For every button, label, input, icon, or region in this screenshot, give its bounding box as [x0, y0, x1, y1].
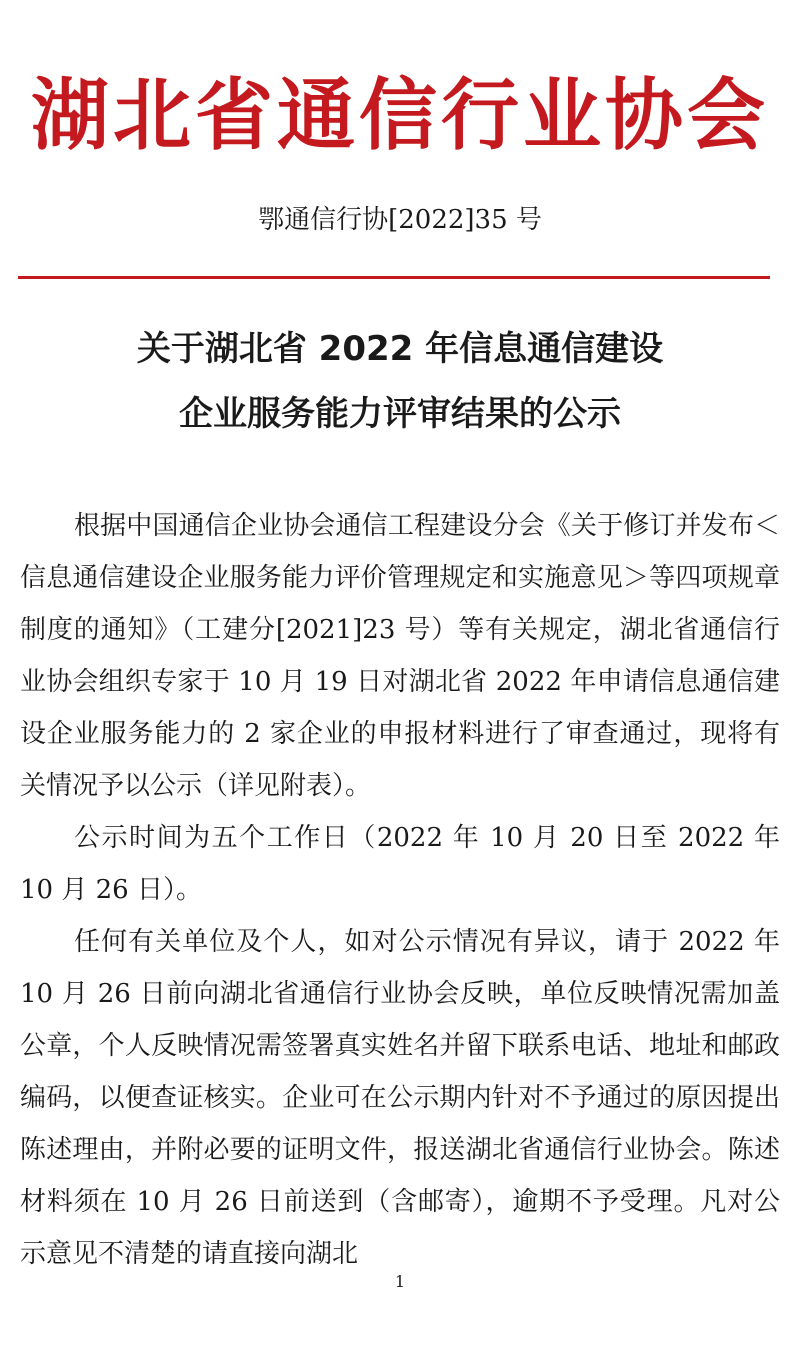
org-masthead: 湖北省通信行业协会: [30, 71, 769, 161]
notice-title-line-2: 企业服务能力评审结果的公示: [179, 394, 621, 434]
document-number: 鄂通信行协[2022]35 号: [258, 205, 542, 235]
notice-title-line-1: 关于湖北省 2022 年信息通信建设: [136, 329, 664, 369]
red-divider: [18, 276, 770, 279]
paragraph-period: 公示时间为五个工作日（2022 年 10 月 20 日至 2022 年 10 月 26 日）。: [20, 823, 780, 905]
page-number: 1: [394, 1272, 406, 1291]
paragraph-basis: 根据中国通信企业协会通信工程建设分会《关于修订并发布＜信息通信建设企业服务能力评价管理规定和实施意见＞等四项规章制度的通知》（工建分[2021]23 号）等有关规定，湖北省通信行业协会组织专家于 10 月 19 日对湖北省 2022 年申请信息通信建设企业服务能力的 2 家企业的申报材料进行了审查通过，现将有关情况予以公示（详见附表）。: [20, 511, 780, 801]
notice-body: [20, 500, 780, 1280]
paragraph-objection: 任何有关单位及个人，如对公示情况有异议，请于 2022 年 10 月 26 日前向湖北省通信行业协会反映，单位反映情况需加盖公章，个人反映情况需签署真实姓名并留下联系电话、地址和邮政编码，以便查证核实。企业可在公示期内针对不予通过的原因提出陈述理由，并附必要的证明文件，报送湖北省通信行业协会。陈述材料须在 10 月 26 日前送到（含邮寄），逾期不予受理。凡对公示意见不清楚的请直接向湖北: [20, 927, 780, 1269]
